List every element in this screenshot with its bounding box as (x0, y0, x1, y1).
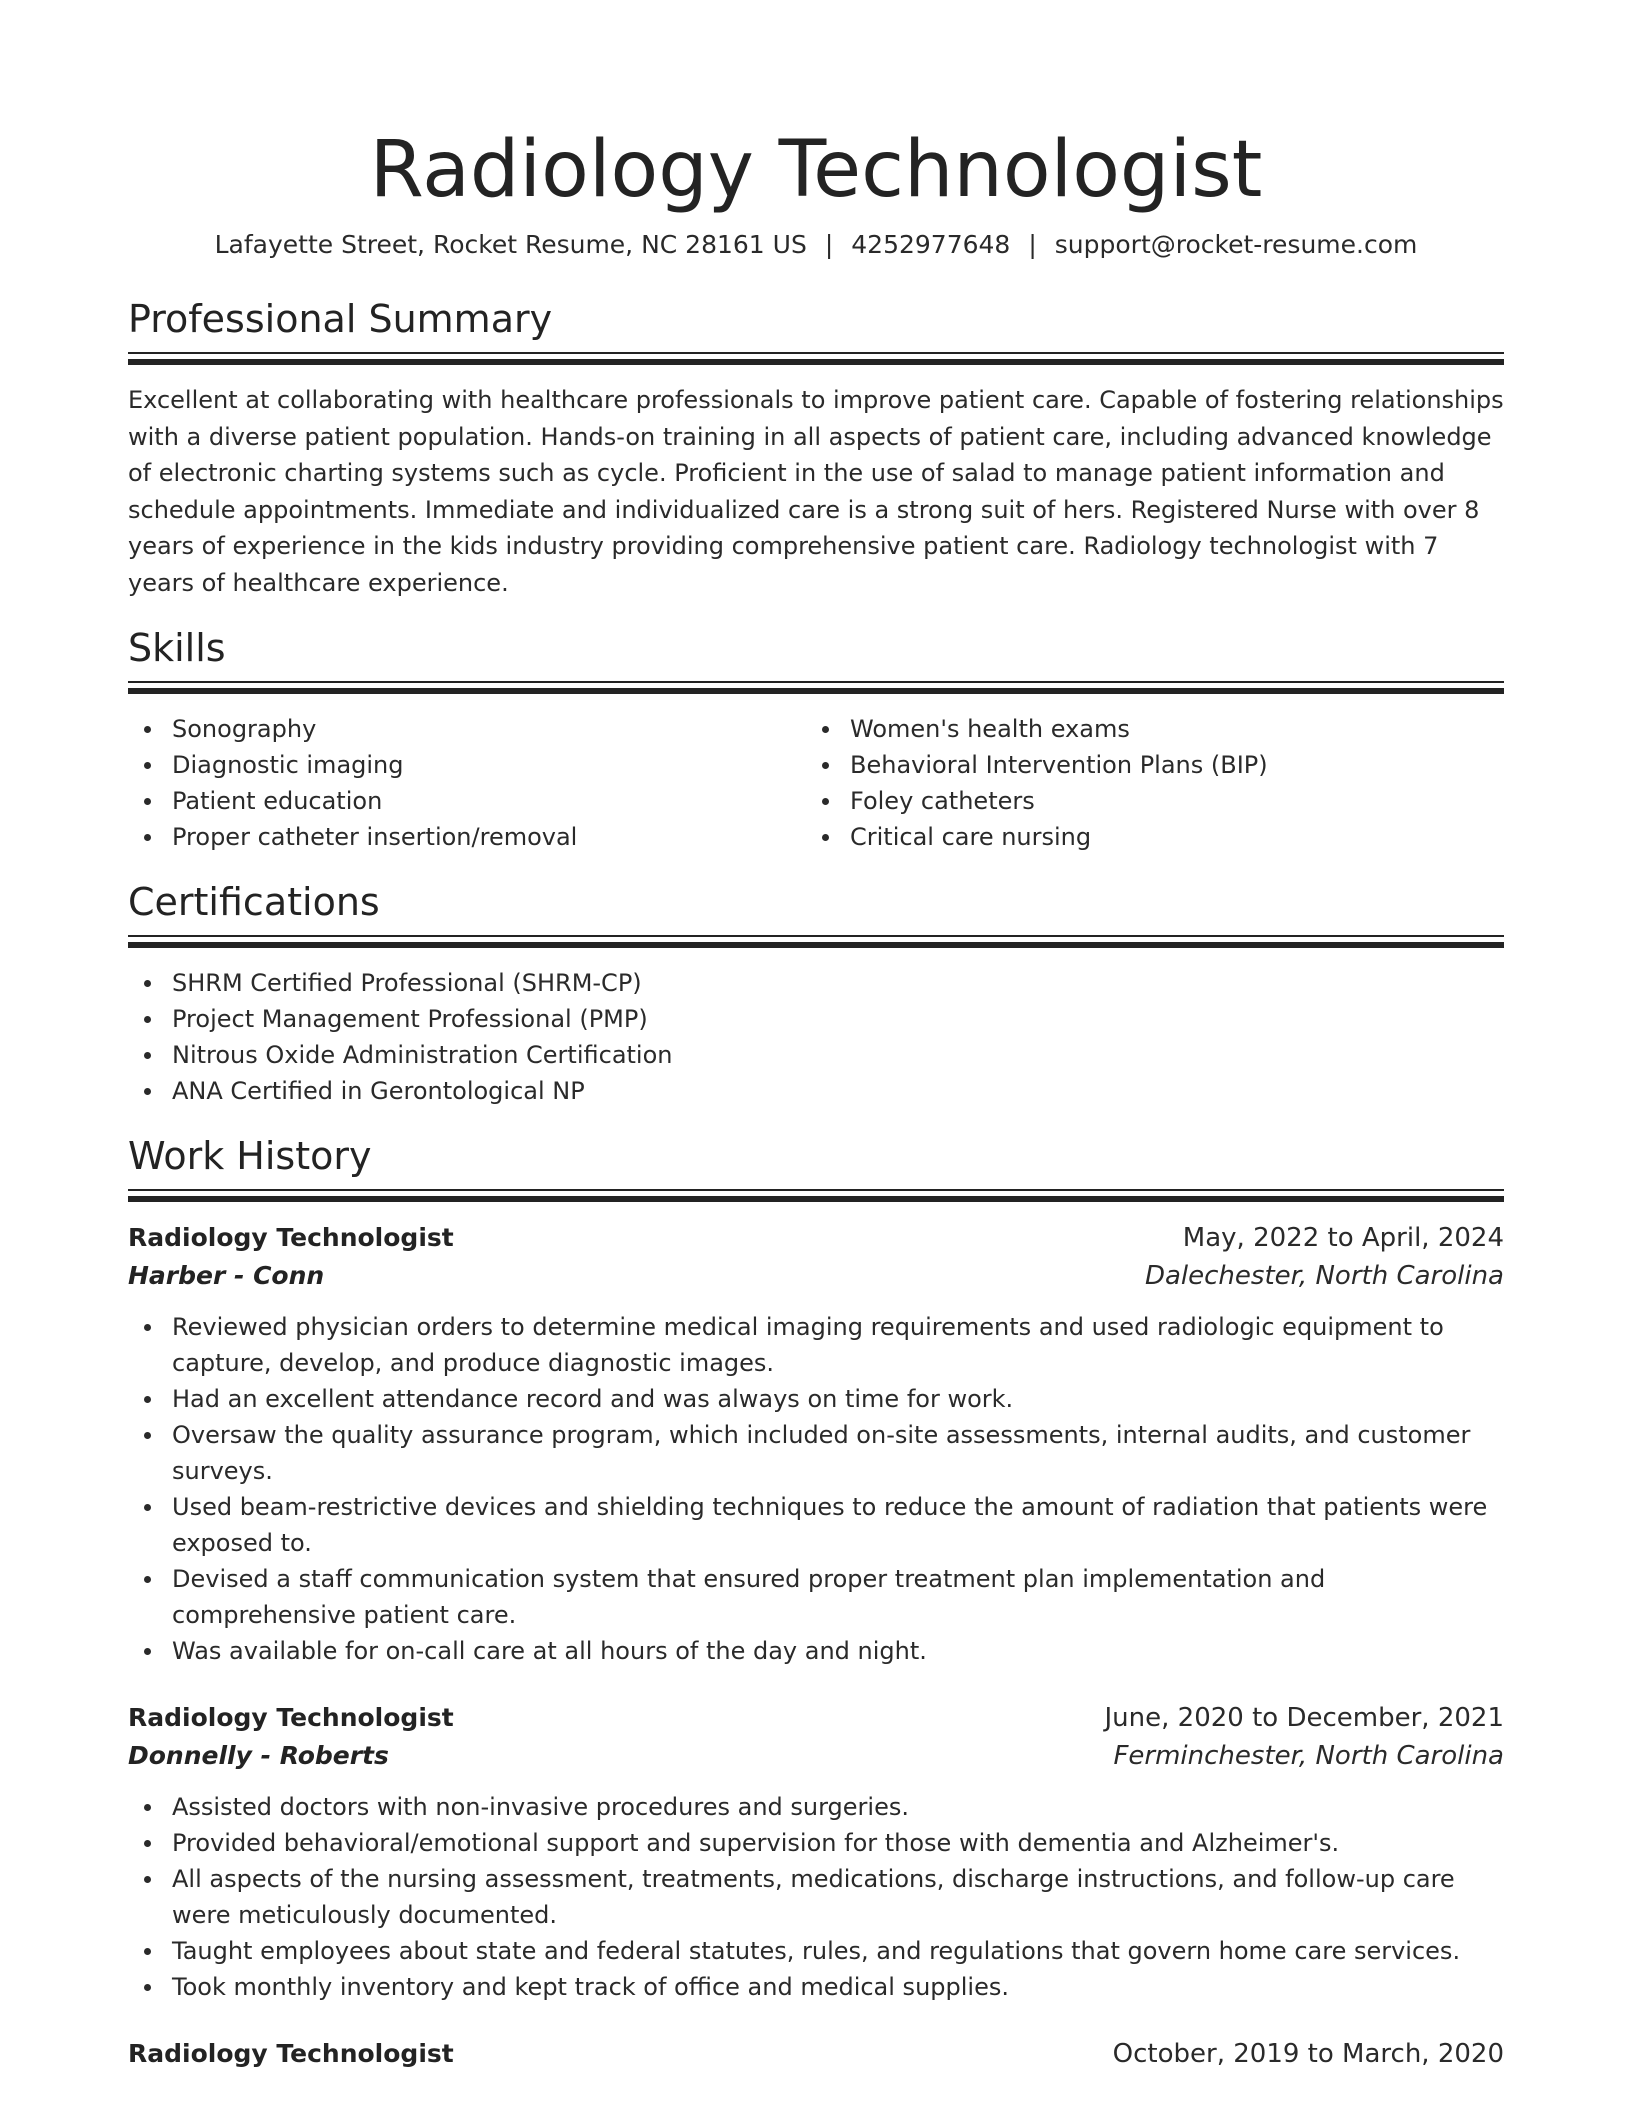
work-section (128, 1131, 1504, 2073)
skill-item: Foley catheters (806, 783, 1484, 819)
section-divider (128, 1187, 1504, 1205)
certification-item: ANA Certified in Gerontological NP (128, 1073, 1504, 1109)
job-bullet: Took monthly inventory and kept track of office and medical supplies. (128, 1969, 1504, 2005)
skill-item: Proper catheter insertion/removal (128, 819, 806, 855)
skills-right-column (806, 711, 1484, 855)
skill-item: Sonography (128, 711, 806, 747)
job-bullet: Was available for on-call care at all hours of the day and night. (128, 1633, 1504, 1669)
job-subheader (128, 1257, 1504, 1295)
job-entry (128, 1219, 1504, 1669)
skill-item: Critical care nursing (806, 819, 1484, 855)
job-header (128, 1219, 1504, 1257)
job-entry (128, 2035, 1504, 2073)
job-company: Donnelly - Roberts (128, 1741, 389, 1770)
job-subheader (128, 1737, 1504, 1775)
certification-item: Nitrous Oxide Administration Certification (128, 1037, 1504, 1073)
job-bullet: Oversaw the quality assurance program, which included on-site assessments, internal audits, and customer surveys. (128, 1417, 1504, 1489)
section-divider (128, 679, 1504, 697)
job-location: Dalechester, North Carolina (1144, 1261, 1504, 1291)
job-bullets (128, 1309, 1504, 1669)
resume-name: Radiology Technologist (369, 125, 1263, 215)
job-title: Radiology Technologist (128, 1703, 454, 1732)
contact-separator: | (824, 230, 834, 259)
skills-right-list (806, 711, 1484, 855)
certifications-heading: Certifications (128, 880, 380, 924)
job-location: Ferminchester, North Carolina (1113, 1741, 1504, 1771)
job-bullet: All aspects of the nursing assessment, treatments, medications, discharge instructions, and follow-up care were meticulously documented. (128, 1861, 1504, 1933)
job-entry (128, 1699, 1504, 2005)
job-bullet: Devised a staff communication system that ensured proper treatment plan implementation and comprehensive patient care. (128, 1561, 1504, 1633)
contact-line (128, 228, 1504, 262)
job-header (128, 1699, 1504, 1737)
job-bullet: Assisted doctors with non-invasive procedures and surgeries. (128, 1789, 1504, 1825)
summary-text: Excellent at collaborating with healthcare professionals to improve patient care. Capable of fostering relationships with a diverse patient population. Hands-on training in all aspects of patient care, including advanced knowledge of electronic charting systems such as cycle. Proficient in the use of salad to manage patient information and schedule appointments. Immediate and individualized care is a strong suit of hers. Registered Nurse with over 8 years of experience in the kids industry providing comprehensive patient care. Radiology technologist with 7 years of healthcare experience. (128, 386, 1504, 597)
skills-left-column (128, 711, 806, 855)
job-bullet: Used beam-restrictive devices and shielding techniques to reduce the amount of radiation that patients were exposed to. (128, 1489, 1504, 1561)
skill-item: Women's health exams (806, 711, 1484, 747)
job-bullet: Reviewed physician orders to determine medical imaging requirements and used radiologic equipment to capture, develop, and produce diagnostic images. (128, 1309, 1504, 1381)
skill-item: Behavioral Intervention Plans (BIP) (806, 747, 1484, 783)
contact-email[interactable]: support@rocket-resume.com (1054, 230, 1418, 259)
skill-item: Diagnostic imaging (128, 747, 806, 783)
contact-separator: | (1028, 230, 1037, 259)
summary-heading: Professional Summary (128, 297, 553, 341)
job-bullet: Taught employees about state and federal statutes, rules, and regulations that govern home care services. (128, 1933, 1504, 1969)
contact-address: Lafayette Street, Rocket Resume, NC 28161 US (214, 230, 807, 259)
job-bullets (128, 1789, 1504, 2005)
certifications-list (128, 965, 1504, 1109)
certification-item: Project Management Professional (PMP) (128, 1001, 1504, 1037)
job-dates: June, 2020 to December, 2021 (1104, 1703, 1504, 1733)
work-heading: Work History (128, 1134, 372, 1178)
job-title: Radiology Technologist (128, 1223, 454, 1252)
certifications-section (128, 877, 1504, 1109)
job-header (128, 2035, 1504, 2073)
job-title: Radiology Technologist (128, 2039, 454, 2068)
skills-heading: Skills (128, 626, 226, 670)
skills-section (128, 623, 1504, 855)
job-dates: May, 2022 to April, 2024 (1182, 1223, 1504, 1253)
contact-phone: 4252977648 (851, 230, 1011, 259)
certification-item: SHRM Certified Professional (SHRM-CP) (128, 965, 1504, 1001)
job-dates: October, 2019 to March, 2020 (1112, 2039, 1504, 2069)
skills-grid (128, 711, 1504, 855)
job-bullet: Provided behavioral/emotional support and supervision for those with dementia and Alzheimer's. (128, 1825, 1504, 1861)
skill-item: Patient education (128, 783, 806, 819)
skills-left-list (128, 711, 806, 855)
job-company: Harber - Conn (128, 1261, 325, 1290)
resume-page (128, 0, 1504, 2073)
summary-section (128, 294, 1504, 601)
section-divider (128, 350, 1504, 368)
job-bullet: Had an excellent attendance record and was always on time for work. (128, 1381, 1504, 1417)
section-divider (128, 933, 1504, 951)
